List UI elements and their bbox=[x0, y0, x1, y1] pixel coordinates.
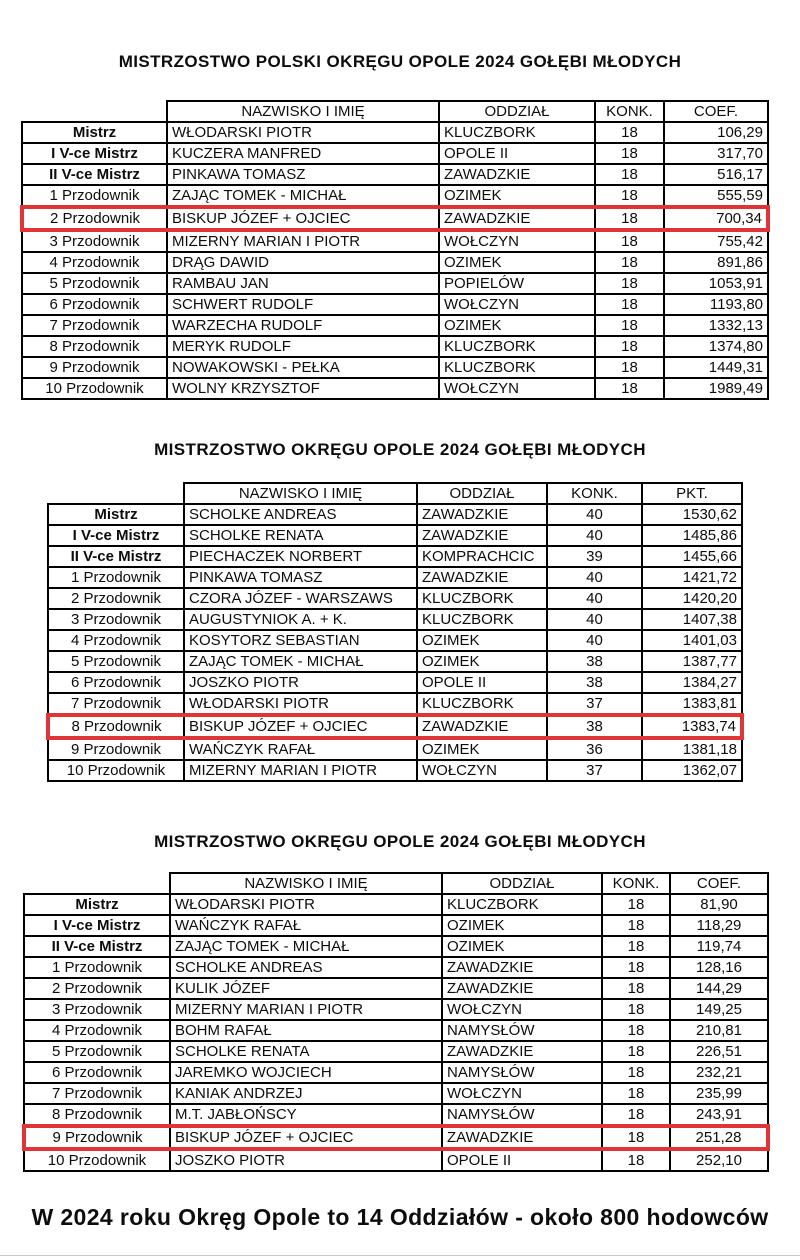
name-cell: MIZERNY MARIAN I PIOTR bbox=[170, 999, 442, 1020]
name-cell: BISKUP JÓZEF + OJCIEC bbox=[184, 715, 417, 738]
konk-cell: 40 bbox=[547, 630, 642, 651]
konk-cell: 18 bbox=[595, 315, 664, 336]
name-cell: BISKUP JÓZEF + OJCIEC bbox=[167, 207, 439, 230]
name-cell: WŁODARSKI PIOTR bbox=[184, 693, 417, 715]
column-header: NAZWISKO I IMIĘ bbox=[170, 873, 442, 894]
rank-cell: II V-ce Mistrz bbox=[48, 546, 184, 567]
name-cell: PIECHACZEK NORBERT bbox=[184, 546, 417, 567]
konk-cell: 40 bbox=[547, 567, 642, 588]
konk-cell: 37 bbox=[547, 693, 642, 715]
column-header: ODDZIAŁ bbox=[439, 101, 595, 122]
value-cell: 700,34 bbox=[664, 207, 768, 230]
rank-cell: 9 Przodownik bbox=[48, 738, 184, 760]
rank-cell: 8 Przodownik bbox=[24, 1104, 170, 1126]
value-cell: 243,91 bbox=[670, 1104, 768, 1126]
column-header: KONK. bbox=[547, 483, 642, 504]
column-header bbox=[22, 101, 167, 122]
value-cell: 755,42 bbox=[664, 230, 768, 252]
value-cell: 235,99 bbox=[670, 1083, 768, 1104]
konk-cell: 18 bbox=[602, 1104, 670, 1126]
value-cell: 1401,03 bbox=[642, 630, 742, 651]
konk-cell: 38 bbox=[547, 715, 642, 738]
name-cell: ZAJĄC TOMEK - MICHAŁ bbox=[167, 185, 439, 207]
name-cell: SCHOLKE ANDREAS bbox=[184, 504, 417, 525]
name-cell: JOSZKO PIOTR bbox=[184, 672, 417, 693]
oddzial-cell: NAMYSŁÓW bbox=[442, 1062, 602, 1083]
name-cell: WAŃCZYK RAFAŁ bbox=[184, 738, 417, 760]
table-row bbox=[48, 672, 742, 693]
oddzial-cell: OZIMEK bbox=[439, 315, 595, 336]
value-cell: 149,25 bbox=[670, 999, 768, 1020]
oddzial-cell: OZIMEK bbox=[417, 651, 547, 672]
rank-cell: 7 Przodownik bbox=[48, 693, 184, 715]
oddzial-cell: KLUCZBORK bbox=[442, 894, 602, 915]
name-cell: M.T. JABŁOŃSCY bbox=[170, 1104, 442, 1126]
table-row bbox=[24, 1104, 768, 1126]
oddzial-cell: WOŁCZYN bbox=[439, 378, 595, 399]
oddzial-cell: OPOLE II bbox=[439, 143, 595, 164]
oddzial-cell: OZIMEK bbox=[417, 738, 547, 760]
rank-cell: Mistrz bbox=[24, 894, 170, 915]
konk-cell: 40 bbox=[547, 504, 642, 525]
name-cell: KUCZERA MANFRED bbox=[167, 143, 439, 164]
value-cell: 1362,07 bbox=[642, 760, 742, 781]
table-row bbox=[24, 936, 768, 957]
name-cell: SCHOLKE ANDREAS bbox=[170, 957, 442, 978]
name-cell: RAMBAU JAN bbox=[167, 273, 439, 294]
konk-cell: 18 bbox=[595, 336, 664, 357]
table-row bbox=[22, 122, 768, 143]
oddzial-cell: KLUCZBORK bbox=[417, 693, 547, 715]
konk-cell: 18 bbox=[602, 915, 670, 936]
konk-cell: 18 bbox=[595, 122, 664, 143]
oddzial-cell: KLUCZBORK bbox=[417, 588, 547, 609]
name-cell: BISKUP JÓZEF + OJCIEC bbox=[170, 1126, 442, 1149]
value-cell: 118,29 bbox=[670, 915, 768, 936]
name-cell: PINKAWA TOMASZ bbox=[167, 164, 439, 185]
table-row bbox=[24, 1062, 768, 1083]
name-cell: SCHOLKE RENATA bbox=[170, 1041, 442, 1062]
oddzial-cell: KLUCZBORK bbox=[439, 336, 595, 357]
konk-cell: 18 bbox=[595, 357, 664, 378]
table-row bbox=[48, 588, 742, 609]
rank-cell: Mistrz bbox=[48, 504, 184, 525]
oddzial-cell: KLUCZBORK bbox=[417, 609, 547, 630]
value-cell: 1421,72 bbox=[642, 567, 742, 588]
table-row bbox=[22, 230, 768, 252]
column-header bbox=[48, 483, 184, 504]
konk-cell: 18 bbox=[602, 1083, 670, 1104]
column-header: KONK. bbox=[602, 873, 670, 894]
column-header: NAZWISKO I IMIĘ bbox=[184, 483, 417, 504]
value-cell: 1455,66 bbox=[642, 546, 742, 567]
value-cell: 119,74 bbox=[670, 936, 768, 957]
oddzial-cell: OPOLE II bbox=[417, 672, 547, 693]
table-row bbox=[22, 273, 768, 294]
value-cell: 252,10 bbox=[670, 1149, 768, 1171]
table-row bbox=[22, 185, 768, 207]
name-cell: WOLNY KRZYSZTOF bbox=[167, 378, 439, 399]
name-cell: DRĄG DAWID bbox=[167, 252, 439, 273]
name-cell: SCHWERT RUDOLF bbox=[167, 294, 439, 315]
oddzial-cell: POPIELÓW bbox=[439, 273, 595, 294]
oddzial-cell: ZAWADZKIE bbox=[442, 1041, 602, 1062]
rank-cell: 9 Przodownik bbox=[22, 357, 167, 378]
name-cell: KANIAK ANDRZEJ bbox=[170, 1083, 442, 1104]
rank-cell: I V-ce Mistrz bbox=[48, 525, 184, 546]
table-title-national: MISTRZOSTWO POLSKI OKRĘGU OPOLE 2024 GOŁĘBI MŁODYCH bbox=[118, 52, 682, 71]
oddzial-cell: ZAWADZKIE bbox=[417, 567, 547, 588]
rank-cell: 5 Przodownik bbox=[22, 273, 167, 294]
table-row bbox=[48, 760, 742, 781]
konk-cell: 40 bbox=[547, 525, 642, 546]
rank-cell: 8 Przodownik bbox=[48, 715, 184, 738]
table-row bbox=[48, 546, 742, 567]
table-row bbox=[24, 999, 768, 1020]
rank-cell: II V-ce Mistrz bbox=[24, 936, 170, 957]
oddzial-cell: NAMYSŁÓW bbox=[442, 1020, 602, 1041]
value-cell: 1530,62 bbox=[642, 504, 742, 525]
konk-cell: 18 bbox=[595, 252, 664, 273]
konk-cell: 18 bbox=[595, 230, 664, 252]
oddzial-cell: ZAWADZKIE bbox=[439, 207, 595, 230]
rank-cell: 5 Przodownik bbox=[48, 651, 184, 672]
name-cell: SCHOLKE RENATA bbox=[184, 525, 417, 546]
table-row bbox=[48, 609, 742, 630]
table-row bbox=[22, 336, 768, 357]
konk-cell: 18 bbox=[602, 1126, 670, 1149]
rank-cell: 3 Przodownik bbox=[22, 230, 167, 252]
name-cell: KULIK JÓZEF bbox=[170, 978, 442, 999]
table-row bbox=[24, 957, 768, 978]
header-row bbox=[24, 873, 768, 894]
value-cell: 1384,27 bbox=[642, 672, 742, 693]
table-row bbox=[24, 1041, 768, 1062]
konk-cell: 18 bbox=[602, 978, 670, 999]
konk-cell: 18 bbox=[602, 894, 670, 915]
oddzial-cell: OZIMEK bbox=[417, 630, 547, 651]
konk-cell: 18 bbox=[602, 999, 670, 1020]
rank-cell: 2 Przodownik bbox=[24, 978, 170, 999]
value-cell: 1387,77 bbox=[642, 651, 742, 672]
konk-cell: 18 bbox=[595, 378, 664, 399]
rank-cell: 4 Przodownik bbox=[24, 1020, 170, 1041]
table-row bbox=[22, 357, 768, 378]
name-cell: JAREMKO WOJCIECH bbox=[170, 1062, 442, 1083]
oddzial-cell: KOMPRACHCIC bbox=[417, 546, 547, 567]
oddzial-cell: OPOLE II bbox=[442, 1149, 602, 1171]
highlighted-row bbox=[48, 715, 742, 738]
konk-cell: 18 bbox=[602, 1041, 670, 1062]
rank-cell: 3 Przodownik bbox=[24, 999, 170, 1020]
table-row bbox=[24, 1149, 768, 1171]
value-cell: 226,51 bbox=[670, 1041, 768, 1062]
oddzial-cell: OZIMEK bbox=[442, 915, 602, 936]
name-cell: ZAJĄC TOMEK - MICHAŁ bbox=[170, 936, 442, 957]
oddzial-cell: ZAWADZKIE bbox=[417, 525, 547, 546]
value-cell: 81,90 bbox=[670, 894, 768, 915]
oddzial-cell: ZAWADZKIE bbox=[417, 715, 547, 738]
name-cell: PINKAWA TOMASZ bbox=[184, 567, 417, 588]
highlighted-row bbox=[22, 207, 768, 230]
konk-cell: 37 bbox=[547, 760, 642, 781]
value-cell: 128,16 bbox=[670, 957, 768, 978]
value-cell: 1420,20 bbox=[642, 588, 742, 609]
value-cell: 1383,74 bbox=[642, 715, 742, 738]
column-header: KONK. bbox=[595, 101, 664, 122]
name-cell: BOHM RAFAŁ bbox=[170, 1020, 442, 1041]
rank-cell: 8 Przodownik bbox=[22, 336, 167, 357]
oddzial-cell: WOŁCZYN bbox=[442, 999, 602, 1020]
rank-cell: I V-ce Mistrz bbox=[22, 143, 167, 164]
rank-cell: 6 Przodownik bbox=[48, 672, 184, 693]
table-row bbox=[48, 630, 742, 651]
rank-cell: 6 Przodownik bbox=[22, 294, 167, 315]
value-cell: 516,17 bbox=[664, 164, 768, 185]
value-cell: 1485,86 bbox=[642, 525, 742, 546]
oddzial-cell: ZAWADZKIE bbox=[439, 164, 595, 185]
value-cell: 210,81 bbox=[670, 1020, 768, 1041]
konk-cell: 40 bbox=[547, 609, 642, 630]
rank-cell: 4 Przodownik bbox=[48, 630, 184, 651]
value-cell: 1449,31 bbox=[664, 357, 768, 378]
konk-cell: 40 bbox=[547, 588, 642, 609]
konk-cell: 18 bbox=[602, 1020, 670, 1041]
name-cell: WARZECHA RUDOLF bbox=[167, 315, 439, 336]
konk-cell: 18 bbox=[602, 957, 670, 978]
name-cell: JOSZKO PIOTR bbox=[170, 1149, 442, 1171]
konk-cell: 18 bbox=[595, 143, 664, 164]
oddzial-cell: WOŁCZYN bbox=[439, 294, 595, 315]
name-cell: WŁODARSKI PIOTR bbox=[167, 122, 439, 143]
oddzial-cell: KLUCZBORK bbox=[439, 122, 595, 143]
table-row bbox=[48, 651, 742, 672]
value-cell: 144,29 bbox=[670, 978, 768, 999]
table-row bbox=[48, 567, 742, 588]
value-cell: 1374,80 bbox=[664, 336, 768, 357]
rank-cell: 2 Przodownik bbox=[48, 588, 184, 609]
oddzial-cell: WOŁCZYN bbox=[417, 760, 547, 781]
results-table-national bbox=[20, 100, 770, 400]
table-row bbox=[22, 164, 768, 185]
table-row bbox=[24, 915, 768, 936]
konk-cell: 18 bbox=[602, 1149, 670, 1171]
table-row bbox=[22, 143, 768, 164]
name-cell: WAŃCZYK RAFAŁ bbox=[170, 915, 442, 936]
rank-cell: II V-ce Mistrz bbox=[22, 164, 167, 185]
table-row bbox=[22, 294, 768, 315]
konk-cell: 18 bbox=[602, 936, 670, 957]
konk-cell: 18 bbox=[595, 207, 664, 230]
column-header: COEF. bbox=[664, 101, 768, 122]
rank-cell: 2 Przodownik bbox=[22, 207, 167, 230]
column-header: ODDZIAŁ bbox=[442, 873, 602, 894]
oddzial-cell: WOŁCZYN bbox=[439, 230, 595, 252]
value-cell: 1332,13 bbox=[664, 315, 768, 336]
oddzial-cell: WOŁCZYN bbox=[442, 1083, 602, 1104]
value-cell: 1989,49 bbox=[664, 378, 768, 399]
table-row bbox=[22, 315, 768, 336]
rank-cell: I V-ce Mistrz bbox=[24, 915, 170, 936]
name-cell: ZAJĄC TOMEK - MICHAŁ bbox=[184, 651, 417, 672]
oddzial-cell: ZAWADZKIE bbox=[417, 504, 547, 525]
konk-cell: 39 bbox=[547, 546, 642, 567]
table-row bbox=[22, 378, 768, 399]
bottom-divider bbox=[0, 1255, 800, 1256]
konk-cell: 18 bbox=[595, 185, 664, 207]
name-cell: KOSYTORZ SEBASTIAN bbox=[184, 630, 417, 651]
column-header: COEF. bbox=[670, 873, 768, 894]
column-header: NAZWISKO I IMIĘ bbox=[167, 101, 439, 122]
value-cell: 1193,80 bbox=[664, 294, 768, 315]
value-cell: 555,59 bbox=[664, 185, 768, 207]
highlighted-row bbox=[24, 1126, 768, 1149]
table-row bbox=[24, 978, 768, 999]
rank-cell: 4 Przodownik bbox=[22, 252, 167, 273]
rank-cell: 1 Przodownik bbox=[24, 957, 170, 978]
name-cell: CZORA JÓZEF - WARSZAWS bbox=[184, 588, 417, 609]
table-row bbox=[24, 1020, 768, 1041]
column-header: ODDZIAŁ bbox=[417, 483, 547, 504]
value-cell: 1383,81 bbox=[642, 693, 742, 715]
header-row bbox=[22, 101, 768, 122]
rank-cell: Mistrz bbox=[22, 122, 167, 143]
name-cell: MIZERNY MARIAN I PIOTR bbox=[184, 760, 417, 781]
rank-cell: 10 Przodownik bbox=[22, 378, 167, 399]
oddzial-cell: OZIMEK bbox=[439, 185, 595, 207]
oddzial-cell: KLUCZBORK bbox=[439, 357, 595, 378]
oddzial-cell: ZAWADZKIE bbox=[442, 978, 602, 999]
table-row bbox=[22, 252, 768, 273]
table-title-region-coef: MISTRZOSTWO OKRĘGU OPOLE 2024 GOŁĘBI MŁODYCH bbox=[154, 832, 646, 851]
header-row bbox=[48, 483, 742, 504]
rank-cell: 6 Przodownik bbox=[24, 1062, 170, 1083]
value-cell: 232,21 bbox=[670, 1062, 768, 1083]
column-header: PKT. bbox=[642, 483, 742, 504]
table-row bbox=[24, 1083, 768, 1104]
konk-cell: 38 bbox=[547, 651, 642, 672]
table-row bbox=[48, 504, 742, 525]
rank-cell: 1 Przodownik bbox=[22, 185, 167, 207]
oddzial-cell: ZAWADZKIE bbox=[442, 1126, 602, 1149]
value-cell: 1407,38 bbox=[642, 609, 742, 630]
table-row bbox=[24, 894, 768, 915]
rank-cell: 7 Przodownik bbox=[24, 1083, 170, 1104]
konk-cell: 18 bbox=[595, 294, 664, 315]
rank-cell: 7 Przodownik bbox=[22, 315, 167, 336]
value-cell: 1381,18 bbox=[642, 738, 742, 760]
name-cell: MIZERNY MARIAN I PIOTR bbox=[167, 230, 439, 252]
value-cell: 317,70 bbox=[664, 143, 768, 164]
oddzial-cell: OZIMEK bbox=[442, 936, 602, 957]
rank-cell: 5 Przodownik bbox=[24, 1041, 170, 1062]
name-cell: MERYK RUDOLF bbox=[167, 336, 439, 357]
value-cell: 891,86 bbox=[664, 252, 768, 273]
caption: W 2024 roku Okręg Opole to 14 Oddziałów - około 800 hodowców bbox=[31, 1204, 769, 1230]
value-cell: 1053,91 bbox=[664, 273, 768, 294]
table-row bbox=[48, 693, 742, 715]
name-cell: AUGUSTYNIOK A. + K. bbox=[184, 609, 417, 630]
oddzial-cell: NAMYSŁÓW bbox=[442, 1104, 602, 1126]
rank-cell: 3 Przodownik bbox=[48, 609, 184, 630]
konk-cell: 18 bbox=[595, 273, 664, 294]
rank-cell: 1 Przodownik bbox=[48, 567, 184, 588]
table-title-region-pkt: MISTRZOSTWO OKRĘGU OPOLE 2024 GOŁĘBI MŁODYCH bbox=[154, 440, 646, 459]
value-cell: 106,29 bbox=[664, 122, 768, 143]
value-cell: 251,28 bbox=[670, 1126, 768, 1149]
results-table-region-coef bbox=[22, 872, 770, 1172]
table-row bbox=[48, 525, 742, 546]
rank-cell: 9 Przodownik bbox=[24, 1126, 170, 1149]
name-cell: NOWAKOWSKI - PEŁKA bbox=[167, 357, 439, 378]
konk-cell: 18 bbox=[595, 164, 664, 185]
konk-cell: 36 bbox=[547, 738, 642, 760]
rank-cell: 10 Przodownik bbox=[24, 1149, 170, 1171]
results-table-region-pkt bbox=[46, 482, 744, 782]
konk-cell: 18 bbox=[602, 1062, 670, 1083]
rank-cell: 10 Przodownik bbox=[48, 760, 184, 781]
name-cell: WŁODARSKI PIOTR bbox=[170, 894, 442, 915]
oddzial-cell: ZAWADZKIE bbox=[442, 957, 602, 978]
table-row bbox=[48, 738, 742, 760]
konk-cell: 38 bbox=[547, 672, 642, 693]
oddzial-cell: OZIMEK bbox=[439, 252, 595, 273]
column-header bbox=[24, 873, 170, 894]
